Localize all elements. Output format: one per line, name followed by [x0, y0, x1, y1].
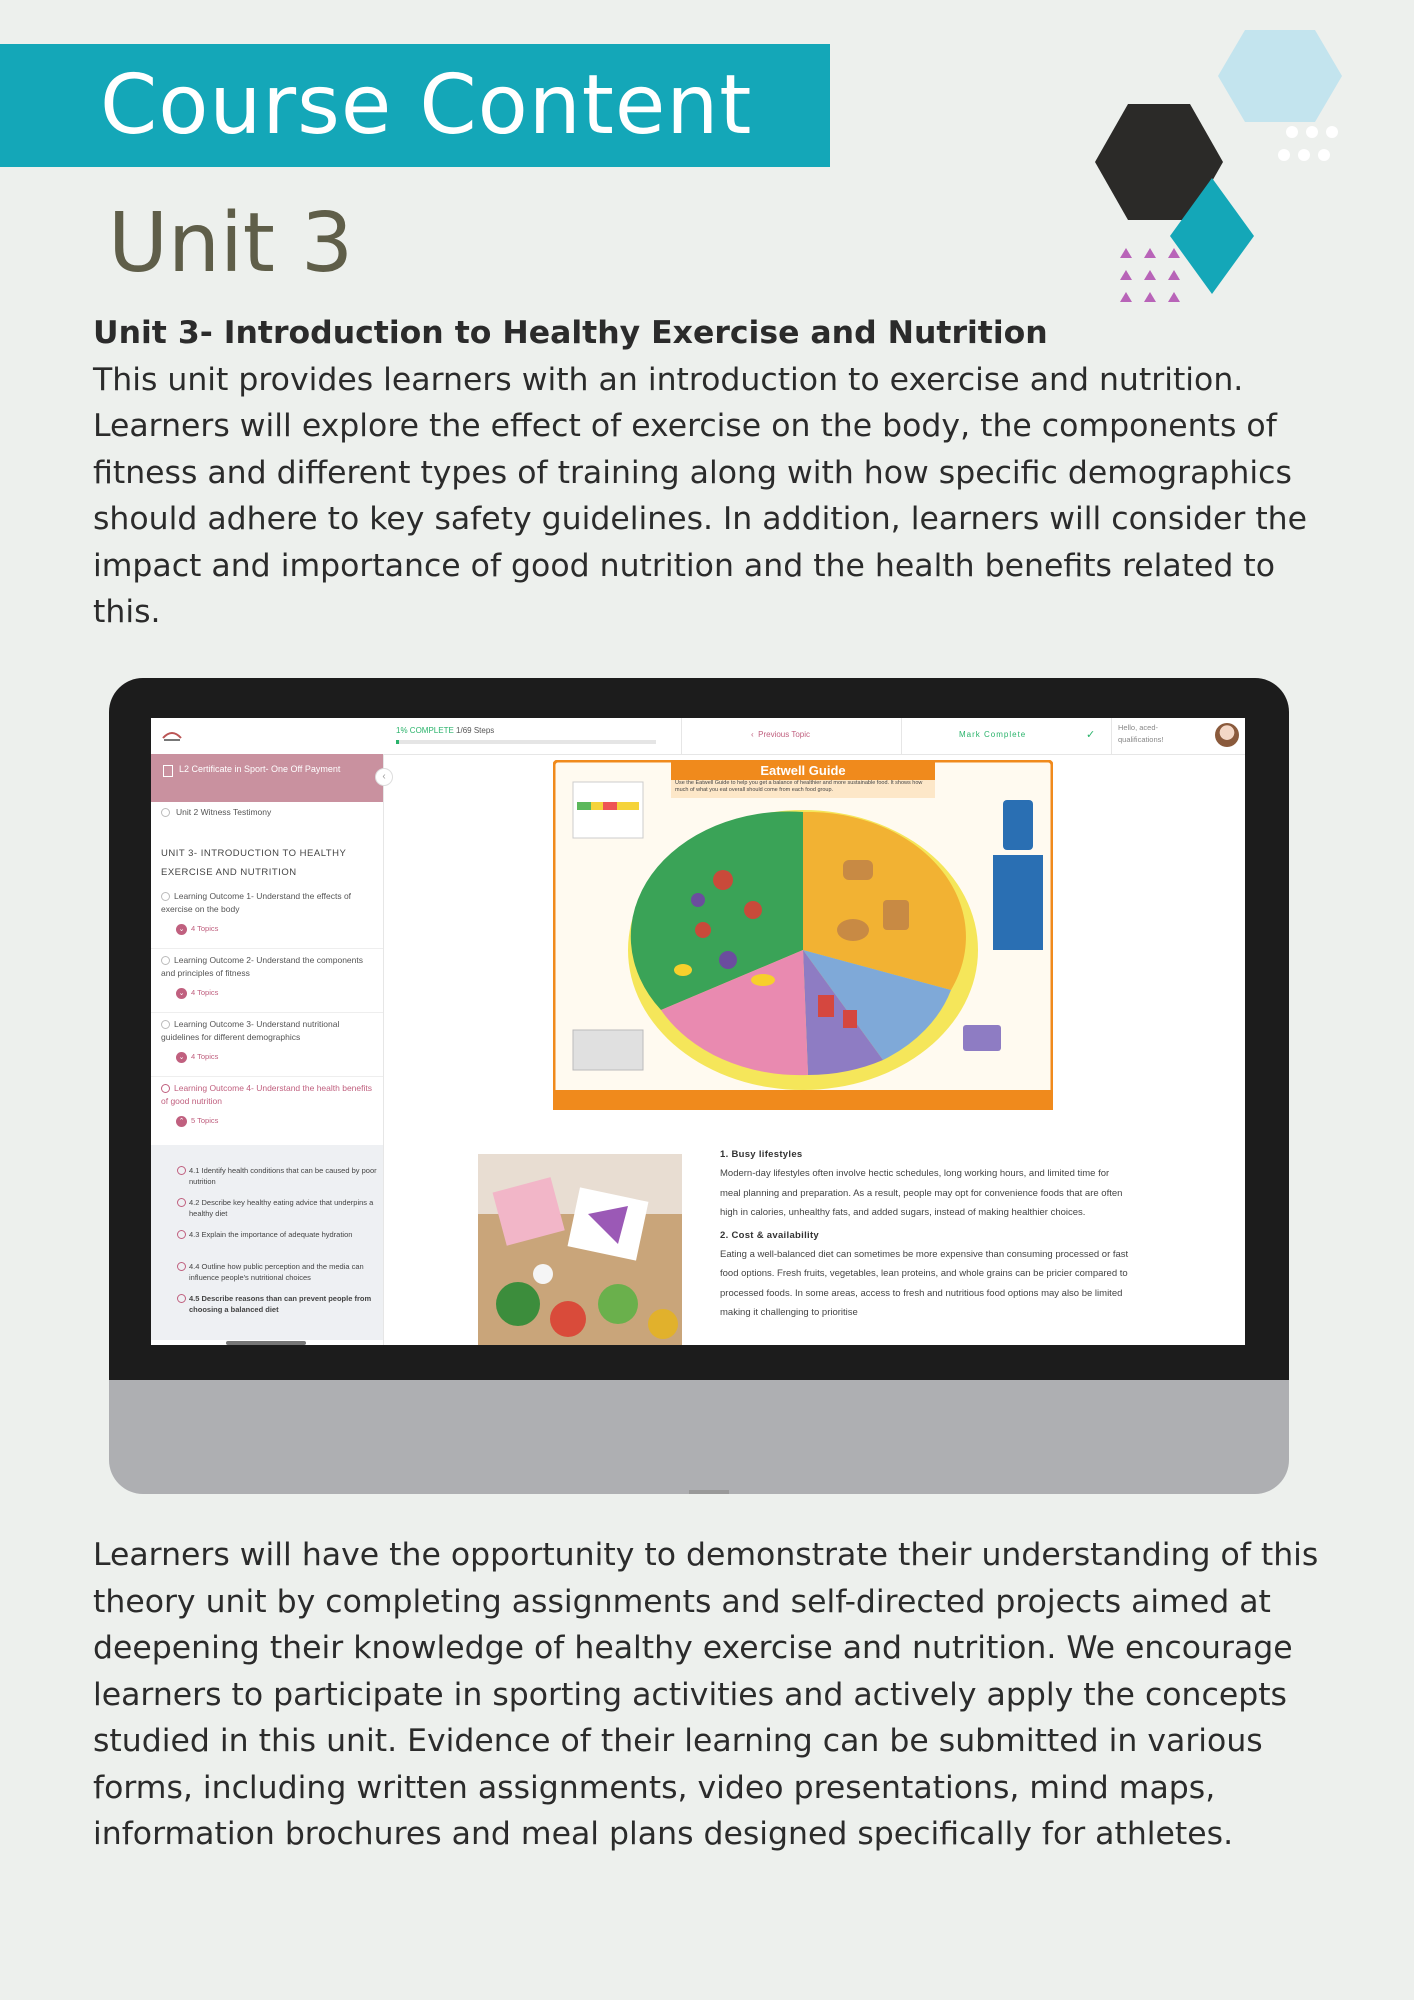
- lms-topbar: [151, 718, 1245, 755]
- status-circle-icon: [177, 1166, 186, 1175]
- topics-count: 4 Topics: [191, 1052, 219, 1061]
- divider: [901, 718, 902, 754]
- previous-topic-label: Previous Topic: [758, 730, 811, 739]
- article-content: [720, 1146, 1130, 1327]
- lms-screen: [151, 718, 1245, 1345]
- section-heading: UNIT 3- INTRODUCTION TO HEALTHY EXERCISE AND NUTRITION: [161, 848, 347, 878]
- topics-toggle[interactable]: [176, 1052, 218, 1063]
- chevron-up-icon: ⌃: [176, 1116, 187, 1127]
- outcome-title: Learning Outcome 1- Understand the effects of exercise on the body: [161, 891, 352, 914]
- check-icon: ✓: [1086, 729, 1096, 741]
- chevron-down-icon: ⌄: [176, 924, 187, 935]
- topics-count: 4 Topics: [191, 988, 219, 997]
- subtopic-item[interactable]: 4.4 Outline how public perception and the media can influence people's nutritional choices: [177, 1261, 389, 1283]
- sidebar-scrollbar[interactable]: [226, 1341, 306, 1345]
- subtopic-item[interactable]: 4.3 Explain the importance of adequate hydration: [177, 1229, 389, 1240]
- article-paragraph-1: Modern-day lifestyles often involve hectic schedules, long working hours, and limited time for meal planning and preparation. As a result, people may opt for convenience foods that are often high in calories, unhealthy fats, and added sugars, instead of making healthier choices.: [720, 1168, 1123, 1218]
- eatwell-title: Eatwell Guide: [760, 763, 846, 778]
- monitor-chin: [109, 1380, 1289, 1494]
- subtopic-item-current[interactable]: 4.5 Describe reasons than can prevent people from choosing a balanced diet: [177, 1293, 389, 1315]
- status-circle-icon: [177, 1262, 186, 1271]
- article-heading-2: 2. Cost & availability: [720, 1229, 819, 1241]
- intro-lead: Unit 3- Introduction to Healthy Exercise and Nutrition: [93, 315, 1048, 351]
- status-circle-icon: [161, 956, 170, 965]
- status-circle-icon: [177, 1294, 186, 1303]
- article-heading-1: 1. Busy lifestyles: [720, 1149, 803, 1160]
- topics-count: 5 Topics: [191, 1116, 219, 1125]
- eatwell-guide-image: [553, 760, 1053, 1110]
- progress-steps: 1/69 Steps: [456, 726, 495, 735]
- course-title: L2 Certificate in Sport- One Off Payment: [179, 764, 341, 774]
- subtopic-list: [151, 1145, 383, 1340]
- learning-outcome-1[interactable]: [151, 884, 383, 949]
- progress-label: [396, 726, 494, 735]
- brand-logo-icon[interactable]: [161, 726, 183, 744]
- outcome-title: Learning Outcome 4- Understand the health benefits of good nutrition: [161, 1083, 372, 1106]
- progress-percent: 1% COMPLETE: [396, 726, 454, 735]
- divider: [681, 718, 682, 754]
- user-greeting: Hello, aced-qualifications!: [1118, 723, 1164, 744]
- previous-topic-link[interactable]: [751, 730, 810, 739]
- sidebar-item-prev[interactable]: [161, 806, 371, 818]
- learning-outcome-2[interactable]: [151, 948, 383, 1013]
- book-icon: [163, 765, 173, 777]
- unit-heading: Unit 3: [108, 196, 354, 291]
- progress-fill: [396, 740, 399, 744]
- course-sidebar: [151, 754, 384, 1345]
- chevron-down-icon: ⌄: [176, 1052, 187, 1063]
- status-circle-icon: [161, 1084, 170, 1093]
- mark-complete-button[interactable]: Mark Complete: [959, 730, 1027, 739]
- learning-outcome-4[interactable]: [151, 1076, 383, 1145]
- eatwell-subtitle: Use the Eatwell Guide to help you get a balance of healthier and more sustainable food. It shows how much of what you eat overall should come from each food group.: [675, 780, 923, 793]
- status-circle-icon: [177, 1230, 186, 1239]
- topics-toggle[interactable]: [176, 988, 218, 999]
- collapse-sidebar-button[interactable]: ‹: [375, 768, 393, 786]
- progress-bar: [396, 740, 656, 744]
- status-circle-icon: [161, 808, 170, 817]
- outcome-title: Learning Outcome 2- Understand the components and principles of fitness: [161, 955, 364, 978]
- topics-toggle[interactable]: [176, 1116, 218, 1127]
- dots-decoration: [1278, 126, 1338, 161]
- light-hexagon: [1218, 30, 1342, 122]
- healthy-food-photo: [478, 1154, 682, 1345]
- intro-body: This unit provides learners with an introduction to exercise and nutrition. Learners will explore the effect of exercise on the body, the components of fitness and different types of training along with how specific demographics should adhere to key safety guidelines. In addition, learners will consider the impact and importance of good nutrition and the health benefits related to this.: [93, 361, 1308, 630]
- divider: [1111, 718, 1112, 754]
- hexagon-decoration: [1090, 28, 1390, 348]
- chevron-down-icon: ⌄: [176, 988, 187, 999]
- status-circle-icon: [177, 1198, 186, 1207]
- status-circle-icon: [161, 1020, 170, 1029]
- subtopic-item[interactable]: 4.2 Describe key healthy eating advice that underpins a healthy diet: [177, 1197, 389, 1219]
- status-circle-icon: [161, 892, 170, 901]
- sidebar-item-label: Unit 2 Witness Testimony: [176, 807, 272, 817]
- intro-paragraph: [93, 310, 1343, 636]
- topics-toggle[interactable]: [176, 924, 218, 935]
- triangle-pattern: [1120, 248, 1180, 302]
- course-header[interactable]: [151, 754, 383, 802]
- outcome-title: Learning Outcome 3- Understand nutritional guidelines for different demographics: [161, 1019, 340, 1042]
- page-title: Course Content: [100, 58, 753, 153]
- avatar[interactable]: [1215, 723, 1239, 747]
- learning-outcome-3[interactable]: [151, 1012, 383, 1077]
- outro-paragraph: Learners will have the opportunity to demonstrate their understanding of this theory unit by completing assignments and self-directed projects aimed at deepening their knowledge of healthy exercise and nutrition. We encourage learners to participate in sporting activities and actively apply the concepts studied in this unit. Evidence of their learning can be submitted in various forms, including written assignments, video presentations, mind maps, information brochures and meal plans designed specifically for athletes.: [93, 1537, 1319, 1852]
- chevron-left-icon: ‹: [751, 730, 754, 739]
- article-paragraph-2: Eating a well-balanced diet can sometimes be more expensive than consuming processed or fast food options. Fresh fruits, vegetables, lean proteins, and whole grains can be pricier compared to processed foods. In some areas, access to fresh and nutritious food options may also be limited making it challenging to prioritise: [720, 1248, 1129, 1318]
- topics-count: 4 Topics: [191, 924, 219, 933]
- subtopic-item[interactable]: 4.1 Identify health conditions that can be caused by poor nutrition: [177, 1165, 389, 1187]
